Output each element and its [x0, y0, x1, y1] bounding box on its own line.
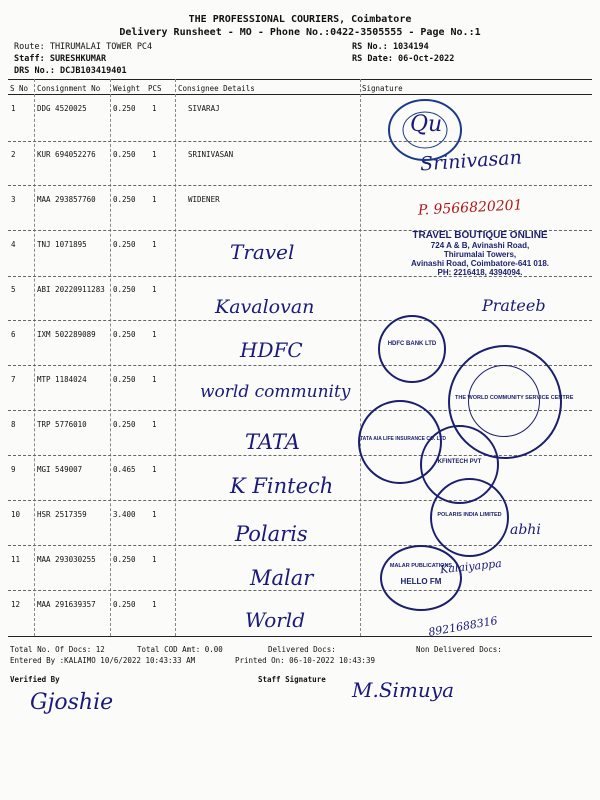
row-pcs: 1	[152, 330, 157, 339]
drs-number: DRS No.: DCJB103419401	[14, 66, 127, 76]
col-consignment: Consignment No	[37, 84, 101, 93]
row-weight: 0.250	[113, 420, 136, 429]
row-consignment: MAA 293030255	[37, 555, 96, 564]
row-pcs: 1	[152, 104, 157, 113]
row-pcs: 1	[152, 240, 157, 249]
printed-on: Printed On: 06-10-2022 10:43:39	[235, 656, 375, 665]
row-divider	[8, 590, 592, 591]
row-handwritten-name: Kavalovan	[215, 296, 315, 318]
row-divider	[8, 320, 592, 321]
delivered-docs: Delivered Docs:	[268, 645, 336, 654]
row-consignment: MAA 291639357	[37, 600, 96, 609]
row-pcs: 1	[152, 510, 157, 519]
hdfc-stamp	[378, 315, 446, 383]
row-pcs: 1	[152, 600, 157, 609]
row-sno: 11	[11, 555, 21, 564]
row-pcs: 1	[152, 420, 157, 429]
row-signature: P. 9566820201	[417, 197, 523, 219]
stamp-label: POLARIS INDIA LIMITED	[437, 512, 502, 518]
row-handwritten-name: Polaris	[235, 522, 308, 546]
col-details: Consignee Details	[178, 84, 255, 93]
row-sno: 12	[11, 600, 21, 609]
row-consignment: MTP 1184024	[37, 375, 87, 384]
runsheet-title: Delivery Runsheet - MO - Phone No.:0422-3505555 - Page No.:1	[119, 27, 481, 38]
row-divider	[8, 185, 592, 186]
stamp-label: KFINTECH PVT	[437, 459, 482, 465]
column-divider	[110, 79, 111, 636]
stamp-inner-ring	[468, 365, 540, 437]
polaris-stamp	[430, 478, 509, 557]
company-title: THE PROFESSIONAL COURIERS, Coimbatore	[188, 14, 412, 25]
row-weight: 0.465	[113, 465, 136, 474]
row-signature: 8921688316	[427, 614, 499, 639]
col-sno: S No	[10, 84, 29, 93]
row-signature: abhi	[510, 522, 541, 538]
row-weight: 0.250	[113, 285, 136, 294]
row-weight: 0.250	[113, 600, 136, 609]
verified-by-label: Verified By	[10, 675, 60, 684]
row-consignee: WIDENER	[188, 195, 220, 204]
stamp-line: Avinashi Road, Coimbatore-641 018.	[411, 259, 549, 268]
row-pcs: 1	[152, 195, 157, 204]
sivaraj-seal-stamp	[385, 95, 465, 165]
row-signature: Kalaiyappa	[439, 556, 503, 577]
row-consignment: DDG 4520025	[37, 104, 87, 113]
row-consignment: MAA 293857760	[37, 195, 96, 204]
table-top-rule	[8, 79, 592, 80]
table-bottom-rule	[8, 636, 592, 637]
malar-publications-stamp	[380, 545, 462, 611]
row-handwritten-name: Malar	[250, 566, 314, 590]
row-weight: 0.250	[113, 195, 136, 204]
row-consignment: HSR 2517359	[37, 510, 87, 519]
row-weight: 0.250	[113, 330, 136, 339]
row-consignee: SIVARAJ	[188, 104, 220, 113]
row-sno: 6	[11, 330, 16, 339]
route: Route: THIRUMALAI TOWER PC4	[14, 42, 153, 52]
row-consignment: TNJ 1071895	[37, 240, 87, 249]
stamp-label: THE WORLD COMMUNITY SERVICE CENTRE	[455, 395, 574, 401]
row-sno: 8	[11, 420, 16, 429]
total-docs: Total No. Of Docs: 12	[10, 645, 105, 654]
col-signature: Signature	[362, 84, 403, 93]
row-sno: 5	[11, 285, 16, 294]
stamp-label: HDFC BANK LTD	[387, 341, 437, 347]
row-signature: Prateeb	[482, 296, 546, 315]
row-sno: 4	[11, 240, 16, 249]
non-delivered-docs: Non Delivered Docs:	[416, 645, 502, 654]
row-sno: 3	[11, 195, 16, 204]
stamp-label: HELLO FM	[400, 577, 442, 586]
row-pcs: 1	[152, 375, 157, 384]
row-weight: 0.250	[113, 555, 136, 564]
row-handwritten-name: World	[245, 608, 305, 632]
table-header-rule	[8, 94, 592, 95]
row-consignment: TRP 5776010	[37, 420, 87, 429]
row-sno: 1	[11, 104, 16, 113]
row-sno: 10	[11, 510, 21, 519]
staff-signature-label: Staff Signature	[258, 675, 326, 684]
verified-by-signature: Gjoshie	[30, 690, 114, 715]
row-consignment: MGI 549007	[37, 465, 83, 474]
row-pcs: 1	[152, 285, 157, 294]
row-sno: 7	[11, 375, 16, 384]
column-divider	[175, 79, 176, 636]
row-weight: 0.250	[113, 104, 136, 113]
row-handwritten-name: Travel	[230, 240, 295, 264]
row-pcs: 1	[152, 150, 157, 159]
rs-number: RS No.: 1034194	[352, 42, 429, 52]
stamp-label: TATA AIA LIFE INSURANCE CO. LTD	[360, 436, 447, 442]
row-sno: 9	[11, 465, 16, 474]
row-weight: 0.250	[113, 150, 136, 159]
row-handwritten-name: world community	[200, 382, 351, 402]
row-consignment: KUR 694052276	[37, 150, 96, 159]
row-consignee: SRINIVASAN	[188, 150, 234, 159]
row-pcs: 1	[152, 555, 157, 564]
col-weight: Weight	[113, 84, 141, 93]
stamp-line: Thirumalai Towers,	[443, 250, 517, 259]
row-consignment: ABI 20220911283	[37, 285, 105, 294]
row-signature: Srinivasan	[419, 146, 523, 176]
row-pcs: 1	[152, 465, 157, 474]
row-handwritten-name: HDFC	[240, 338, 303, 362]
row-divider	[8, 141, 592, 142]
staff-signature: M.Simuya	[352, 678, 455, 702]
row-handwritten-name: K Fintech	[230, 474, 334, 498]
row-signature: Qu	[410, 112, 443, 137]
row-consignment: IXM 502289089	[37, 330, 96, 339]
rs-date: RS Date: 06-Oct-2022	[352, 54, 455, 64]
row-handwritten-name: TATA	[245, 430, 300, 454]
column-divider	[34, 79, 35, 636]
stamp-line: 724 A & B, Avinashi Road,	[430, 241, 530, 250]
total-cod: Total COD Amt: 0.00	[137, 645, 223, 654]
travel-boutique-stamp	[372, 230, 588, 277]
row-sno: 2	[11, 150, 16, 159]
stamp-label: MALAR PUBLICATIONS	[389, 563, 453, 569]
stamp-line: TRAVEL BOUTIQUE ONLINE	[412, 230, 548, 241]
col-pcs: PCS	[148, 84, 162, 93]
row-weight: 3.400	[113, 510, 136, 519]
entered-by: Entered By :KALAIMO 10/6/2022 10:43:33 AM	[10, 656, 196, 665]
row-weight: 0.250	[113, 240, 136, 249]
stamp-line: PH: 2216418, 4394094.	[437, 268, 523, 277]
staff: Staff: SURESHKUMAR	[14, 54, 107, 64]
column-divider	[360, 79, 361, 636]
row-weight: 0.250	[113, 375, 136, 384]
